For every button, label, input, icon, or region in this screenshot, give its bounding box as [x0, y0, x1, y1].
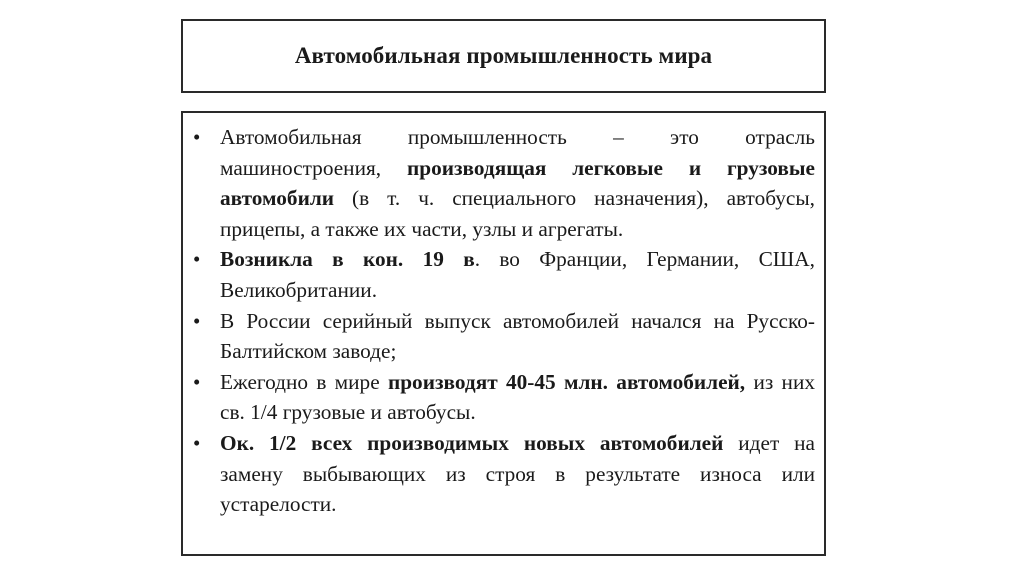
- bullet-text: Ежегодно в мире: [220, 369, 388, 394]
- bullet-text-bold: Возникла в кон. 19 в: [220, 247, 475, 272]
- bullet-item-production: [192, 367, 815, 428]
- bullet-text: Автомобильная промышленность – это отрасль машиностроения,: [220, 125, 815, 180]
- bullet-text: из них св. 1/4 грузовые и автобусы.: [220, 369, 815, 425]
- bullet-icon: •: [193, 247, 201, 272]
- bullet-icon: •: [193, 308, 201, 333]
- slide-title: Автомобильная промышленность мира: [294, 43, 713, 68]
- bullet-icon: •: [193, 369, 201, 394]
- title-box: [181, 19, 826, 93]
- bullet-icon: •: [193, 430, 201, 455]
- bullet-item-definition: [192, 122, 815, 244]
- bullet-text: . во Франции, Германии, США, Великобритании.: [220, 247, 815, 302]
- bullet-item-replacement: [192, 428, 815, 520]
- bullet-item-russia: [192, 306, 815, 367]
- bullet-text: идет на замену выбывающих из строя в результате износа или устарелости.: [220, 430, 815, 517]
- bullet-text-bold: производят 40-45 млн. автомобилей,: [387, 369, 746, 394]
- bullet-text: В России серийный выпуск автомобилей начался на Русско-Балтийском заводе;: [220, 308, 815, 364]
- bullet-item-origin: [192, 244, 815, 305]
- bullet-icon: •: [193, 125, 201, 149]
- bullet-text-bold: производящая легковые и грузовые автомобили: [220, 155, 815, 211]
- bullet-text-bold: Ок. 1/2 всех производимых новых автомобилей: [220, 430, 724, 455]
- content-box: [181, 111, 826, 556]
- bullet-list: [192, 122, 815, 520]
- bullet-text: (в т. ч. специального назначения), автобусы, прицепы, а также их части, узлы и агрегаты.: [220, 186, 815, 241]
